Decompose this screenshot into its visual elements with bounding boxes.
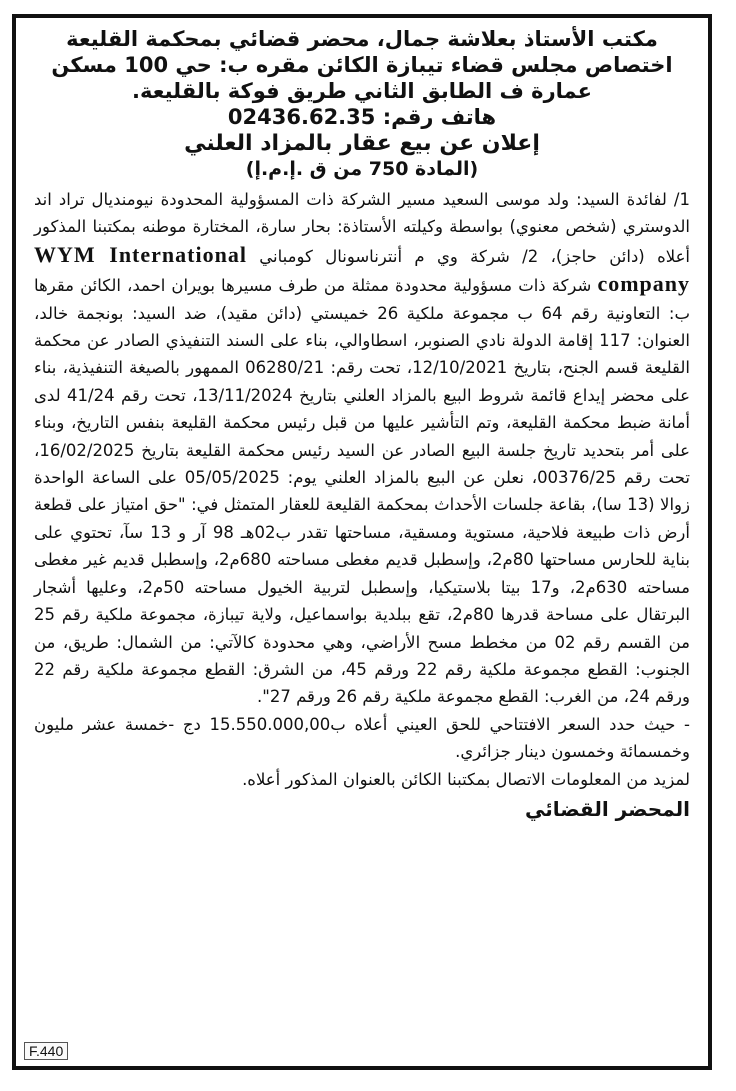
phone-label: هاتف رقم: [382,105,497,129]
body-part-1: 1/ لفائدة السيد: ولد موسى السعيد مسير الشركة ذات المسؤولية المحدودة نيومنديال تراد اند الدوستري (شخص معنوي) بواسطة وكيلته الأستاذة: بحار سارة، المختارة موطنه بمكتبنا المذكور أعلاه (دائن حاجز)، 2/ شركة وي م أنترناسونال كومباني [34,190,691,266]
signature: المحضر القضائي [524,796,690,821]
company-name: WYM International company [34,241,690,297]
notice-title: إعلان عن بيع عقار بالمزاد العلني [184,131,540,156]
legal-notice [12,14,712,1070]
notice-body [34,186,690,711]
office-header-line-3: عمارة ف الطابق الثاني طريق فوكة بالقليعة. [132,79,592,103]
office-phone [34,104,690,130]
reference-code: F.440 [24,1042,68,1060]
office-header-line-1: مكتب الأستاذ بعلاشة جمال، محضر قضائي بمحكمة القليعة [66,27,658,51]
opening-price-paragraph: - حيث حدد السعر الافتتاحي للحق العيني أعلاه ب15.550.000,00 دج -خمسة عشر مليون وخمسمائة وخمسون دينار جزائري. [34,714,690,762]
notice-legal-article: (المادة 750 من ق .إ.م.إ) [245,158,479,180]
office-header-line-2: اختصاص مجلس قضاء تيبازة الكائن مقره ب: حي 100 مسكن [51,53,673,77]
contact-paragraph: لمزيد من المعلومات الاتصال بمكتبنا الكائن بالعنوان المذكور أعلاه. [242,769,690,789]
phone-number: 02436.62.35 [227,105,376,129]
body-part-2: شركة ذات مسؤولية محدودة ممثلة من طرف مسيرها بويران احمد، الكائن مقرها ب: التعاونية رقم 64 ب مجموعة ملكية 26 خميستي (دائن مقيد)، ضد السيد: بونجمة خالد، العنوان: 117 إقامة الدولة نادي الصنوبر، اسطاوالي، بناء على السند التنفيذي الصادر عن محكمة القليعة قسم الجنح، بتاريخ 12/10/2021، تحت رقم: 06280/21 الممهور بالصيغة التنفيذية، بناء على محضر إيداع قائمة شروط البيع بالمزاد العلني بتاريخ 13/11/2024، تحت رقم 41/24 لدى أمانة ضبط محكمة القليعة، وتم التأشير عليها من قبل رئيس محكمة القليعة بنفس التاريخ، وبناء على أمر بتحديد تاريخ جلسة البيع الصادر عن السيد رئيس محكمة القليعة بتاريخ 16/02/2025، تحت رقم 00376/25، نعلن عن البيع بالمزاد العلني يوم: 05/05/2025 على الساعة الواحدة زوالا (13 سا)، بقاعة جلسات الأحداث بمحكمة القليعة للعقار المتمثل في: "حق امتياز على قطعة أرض ذات طبيعة فلاحية، مستوية ومسقية، مساحتها تقدر ب02هـ 98 آر و 13 سآ، تحتوي على بناية للحارس مساحتها 80م2، وإسطبل قديم مغطى مساحته 680م2، وإسطبل قديم غير مغطى مساحته 630م2، و17 بيتا بلاستيكيا، وإسطبل لتربية الخيول مساحته 50م2، وعليها أشجار البرتقال على مساحة قدرها 80م2، تقع ببلدية بواسماعيل، ولاية تيبازة، مجموعة ملكية رقم 25 من القسم رقم 02 من مخطط مسح الأراضي، وهي محدودة كالآتي: من الشمال: طريق، من الجنوب: القطع مجموعة ملكية رقم 22 ورقم 45، من الشرق: القطع مجموعة ملكية رقم 22 ورقم 24، من الغرب: القطع مجموعة ملكية رقم 26 ورقم 27". [34,276,691,707]
